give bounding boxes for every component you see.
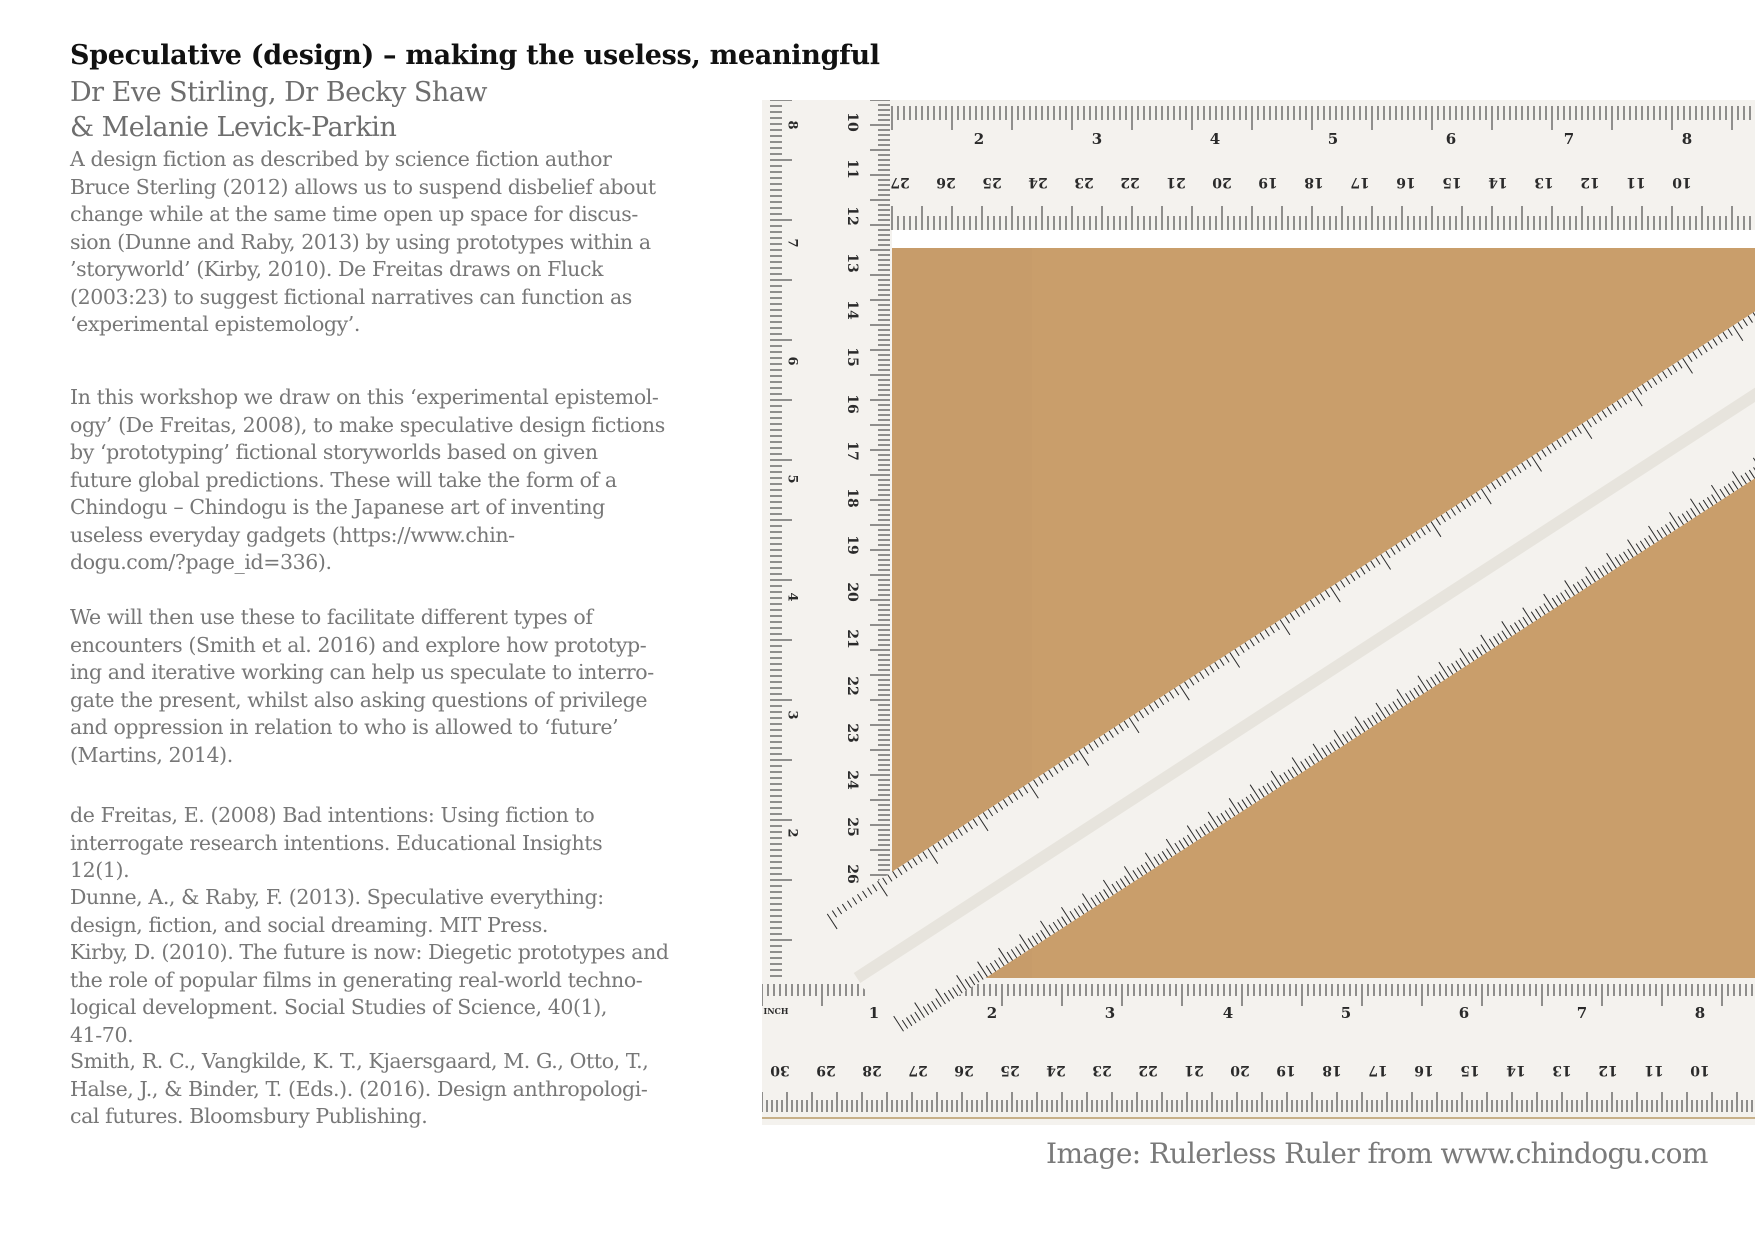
left-cm-label: 25 bbox=[844, 817, 860, 837]
bottom-cm-label: 12 bbox=[1598, 1062, 1618, 1078]
left-cm-label: 10 bbox=[844, 112, 860, 132]
paragraph: We will then use these to facilitate different types of encounters (Smith et al. 2016) and explore how prototyp- ing and iterative working can help us speculate to interro- gate the present, whilst also asking questions of privilege and oppression in relation to who is allowed to ‘future’ (Martins, 2014). bbox=[70, 605, 654, 767]
left-cm-label: 13 bbox=[844, 253, 860, 273]
top-cm-label: 10 bbox=[1672, 174, 1692, 190]
paragraph: A design fiction as described by science fiction author Bruce Sterling (2012) allows us to suspend disbelief about change while at the same time open up space for discus- sion (Dunne and Raby, 2013) by using prototypes within a ’storyworld’ (Kirby, 2010). De Freitas draws on Fluck (2003:23) to suggest fictional narratives can function as ‘experimental epistemology’. bbox=[70, 147, 656, 336]
bottom-cm-label: 26 bbox=[954, 1062, 974, 1078]
bottom-inch-label: 2 bbox=[986, 1004, 998, 1022]
left-inch-label: 8 bbox=[784, 120, 800, 130]
left-cm-label: 24 bbox=[844, 770, 860, 790]
left-cm-label: 26 bbox=[844, 864, 860, 884]
left-cm-label: 17 bbox=[844, 441, 860, 461]
top-cm-label: 20 bbox=[1212, 174, 1232, 190]
author-list bbox=[70, 75, 720, 145]
bottom-cm-label: 30 bbox=[770, 1062, 790, 1078]
left-cm-label: 14 bbox=[844, 300, 860, 320]
reference-entry: Kirby, D. (2010). The future is now: Diegetic prototypes and the role of popular films in generating real-world techno- logical development. Social Studies of Science, 40(1), 41-70. bbox=[70, 940, 669, 1047]
left-cm-label: 23 bbox=[844, 723, 860, 743]
top-cm-label: 23 bbox=[1074, 174, 1094, 190]
bottom-inch-unit: INCH bbox=[763, 1006, 789, 1016]
bottom-cm-label: 24 bbox=[1046, 1062, 1066, 1078]
body-paragraph-1 bbox=[70, 146, 720, 339]
references-3 bbox=[70, 939, 720, 1049]
references-1 bbox=[70, 802, 720, 885]
left-cm-label: 15 bbox=[844, 347, 860, 367]
author-line: & Melanie Levick-Parkin bbox=[70, 112, 397, 143]
top-cm-label: 12 bbox=[1580, 174, 1600, 190]
top-cm-label: 22 bbox=[1120, 174, 1140, 190]
body-paragraph-2 bbox=[70, 384, 720, 577]
top-inch-label: 8 bbox=[1681, 130, 1693, 148]
body-paragraph-3 bbox=[70, 604, 720, 769]
bottom-inch-label: 1 bbox=[868, 1004, 880, 1022]
ruler-figure bbox=[762, 100, 1755, 1125]
left-cm-label: 16 bbox=[844, 394, 860, 414]
left-cm-label: 21 bbox=[844, 629, 860, 649]
left-cm-label: 19 bbox=[844, 535, 860, 555]
bottom-cm-label: 29 bbox=[816, 1062, 836, 1078]
left-inch-label: 3 bbox=[784, 710, 800, 720]
top-cm-label: 27 bbox=[890, 174, 910, 190]
bottom-cm-label: 13 bbox=[1552, 1062, 1572, 1078]
left-cm-label: 22 bbox=[844, 676, 860, 696]
bottom-cm-label: 20 bbox=[1230, 1062, 1250, 1078]
bottom-cm-label: 27 bbox=[908, 1062, 928, 1078]
bottom-cm-label: 17 bbox=[1368, 1062, 1388, 1078]
bottom-cm-label: 11 bbox=[1644, 1062, 1664, 1078]
top-cm-label: 25 bbox=[982, 174, 1002, 190]
bottom-cm-label: 21 bbox=[1184, 1062, 1204, 1078]
left-cm-label: 18 bbox=[844, 488, 860, 508]
bottom-inch-label: 6 bbox=[1458, 1004, 1470, 1022]
bottom-cm-label: 16 bbox=[1414, 1062, 1434, 1078]
top-cm-label: 24 bbox=[1028, 174, 1048, 190]
figure-caption: Image: Rulerless Ruler from www.chindogu.com bbox=[1046, 1137, 1708, 1170]
reference-entry: Smith, R. C., Vangkilde, K. T., Kjaersgaard, M. G., Otto, T., Halse, J., & Binder, T. (Eds.). (2016). Design anthropologi- cal futures. Bloomsbury Publishing. bbox=[70, 1049, 649, 1128]
paragraph: In this workshop we draw on this ‘experimental epistemol- ogy’ (De Freitas, 2008), to make speculative design fictions by ‘prototyping’ fictional storyworlds based on given future global predictions. These will take the form of a Chindogu – Chindogu is the Japanese art of inventing useless everyday gadgets (https://www.chin- dogu.com/?page_id=336). bbox=[70, 385, 665, 574]
references-2 bbox=[70, 884, 720, 939]
top-cm-label: 16 bbox=[1396, 174, 1416, 190]
bottom-inch-label: 5 bbox=[1340, 1004, 1352, 1022]
reference-entry: Dunne, A., & Raby, F. (2013). Speculative everything: design, fiction, and social dreaming. MIT Press. bbox=[70, 885, 604, 937]
bottom-cm-label: 10 bbox=[1690, 1062, 1710, 1078]
top-cm-label: 11 bbox=[1626, 174, 1646, 190]
reference-entry: de Freitas, E. (2008) Bad intentions: Using fiction to interrogate research intentions. Educational Insights 12(1). bbox=[70, 803, 603, 882]
bottom-cm-label: 22 bbox=[1138, 1062, 1158, 1078]
top-cm-label: 26 bbox=[936, 174, 956, 190]
top-cm-label: 15 bbox=[1442, 174, 1462, 190]
bottom-cm-label: 28 bbox=[862, 1062, 882, 1078]
bottom-cm-label: 15 bbox=[1460, 1062, 1480, 1078]
top-cm-label: 13 bbox=[1534, 174, 1554, 190]
top-cm-label: 19 bbox=[1258, 174, 1278, 190]
bottom-inch-label: 3 bbox=[1104, 1004, 1116, 1022]
top-inch-label: 7 bbox=[1563, 130, 1575, 148]
author-line: Dr Eve Stirling, Dr Becky Shaw bbox=[70, 77, 488, 108]
bottom-cm-label: 19 bbox=[1276, 1062, 1296, 1078]
bottom-cm-label: 14 bbox=[1506, 1062, 1526, 1078]
left-cm-label: 12 bbox=[844, 206, 860, 226]
bottom-inch-label: 7 bbox=[1576, 1004, 1588, 1022]
left-inch-label: 7 bbox=[784, 238, 800, 248]
references-4 bbox=[70, 1048, 720, 1131]
left-inch-label: 6 bbox=[784, 356, 800, 366]
top-inch-label: 5 bbox=[1327, 130, 1339, 148]
bottom-inch-label: 8 bbox=[1694, 1004, 1706, 1022]
page-title: Speculative (design) – making the useless, meaningful bbox=[70, 40, 880, 71]
top-inch-label: 4 bbox=[1209, 130, 1221, 148]
top-cm-label: 14 bbox=[1488, 174, 1508, 190]
top-inch-label: 2 bbox=[973, 130, 985, 148]
top-inch-label: 6 bbox=[1445, 130, 1457, 148]
top-cm-label: 18 bbox=[1304, 174, 1324, 190]
bottom-cm-label: 18 bbox=[1322, 1062, 1342, 1078]
left-inch-label: 4 bbox=[784, 592, 800, 602]
bottom-inch-label: 4 bbox=[1222, 1004, 1234, 1022]
bottom-cm-label: 25 bbox=[1000, 1062, 1020, 1078]
left-cm-label: 11 bbox=[844, 159, 860, 179]
top-cm-label: 21 bbox=[1166, 174, 1186, 190]
left-cm-label: 20 bbox=[844, 582, 860, 602]
top-inch-label: 3 bbox=[1091, 130, 1103, 148]
rulerless-ruler-image bbox=[762, 100, 1755, 1125]
bottom-cm-label: 23 bbox=[1092, 1062, 1112, 1078]
left-inch-label: 5 bbox=[784, 474, 800, 484]
top-cm-label: 17 bbox=[1350, 174, 1370, 190]
left-inch-label: 2 bbox=[784, 828, 800, 838]
